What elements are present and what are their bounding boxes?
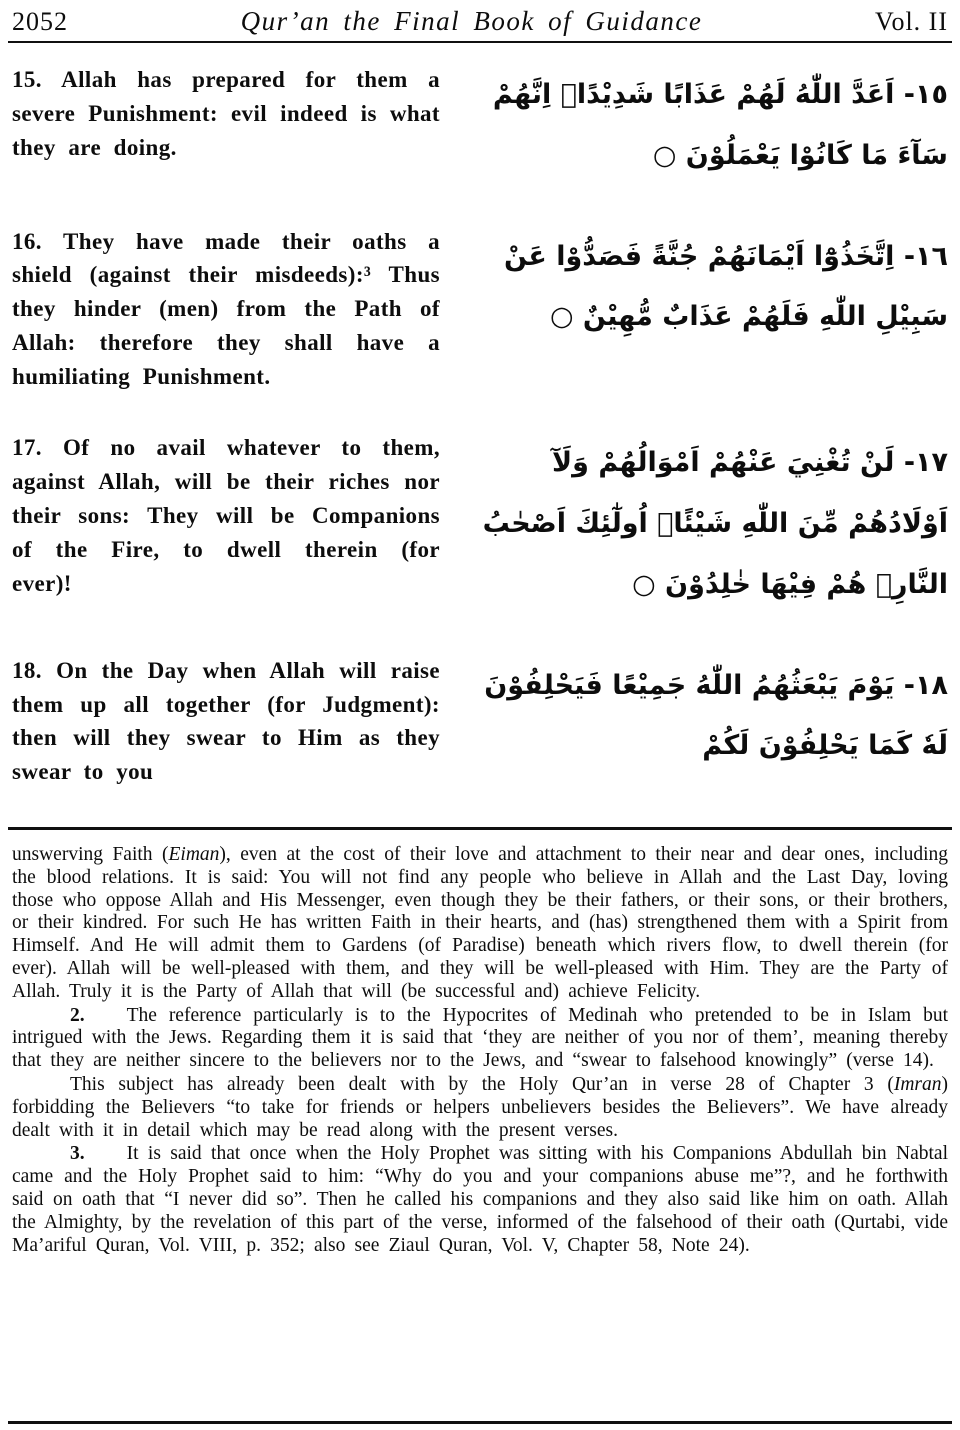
commentary-p1-post: ), even at the cost of their love and attachment to their near and dear ones, including the blood relations. It is said: You will not find any people who believe in Allah and the Last Day, loving those who oppose Allah and His Messenger, even though they be their fathers, or their sons, or their brothers, or their kindred. For such He has written Faith in their hearts, and (has) strengthened them with a Spirit from Himself. And He will admit them to Gardens (of Paradise) beneath which rivers flow, to dwell therein (for ever). Allah will be well-pleased with them, and they will be well-pleased with Him. They are the Party of Allah. Truly it is the Party of Allah that will (be successful and) achieve Felicity. bbox=[12, 843, 948, 1002]
verse-english-15: 15. Allah has prepared for them a severe Punishment: evil indeed is what they are doing. bbox=[12, 67, 440, 160]
verse-english-18: 18. On the Day when Allah will raise them up all together (for Judgment): then will they swear to Him as they swear to you bbox=[12, 657, 440, 785]
verse-arabic-18: ١٨- يَوْمَ يَبْعَثُهُمُ اللّٰهُ جَمِيْعًا فَيَحْلِفُوْنَ لَهٗ كَمَا يَحْلِفُوْنَ لَكُمْ bbox=[484, 669, 948, 762]
volume-label: Vol. II bbox=[875, 7, 948, 36]
verse-english-16: 16. They have made their oaths a shield (against their misdeeds):³ Thus they hinder (men) from the Path of Allah: therefore they shall have a humiliating Punishment. bbox=[12, 228, 440, 389]
section-divider bbox=[8, 827, 952, 830]
verse-arabic-17: ١٧- لَنْ تُغْنِيَ عَنْهُمْ اَمْوَالُهُمْ وَلَآ اَوْلَادُهُمْ مِّنَ اللّٰهِ شَيْئًاۚ اُولٰٓئِكَ اَصْحٰبُ النَّارِۚ هُمْ فِيْهَا خٰلِدُوْنَ ○ bbox=[482, 447, 948, 600]
commentary-paragraph-4 bbox=[12, 1143, 948, 1257]
verse-english-17: 17. Of no avail whatever to them, against Allah, will be their riches nor their sons: They will be Companions of the Fire, to dwell therein (for ever)! bbox=[12, 435, 440, 596]
commentary-p2-text: The reference particularly is to the Hypocrites of Medinah who pretended to be in Islam but intrigued with the Jews. Regarding them it is said that ‘they are neither of you nor of them’, meaning thereby that they are neither sincere to the believers nor to the Jews, and “swear to falsehood knowingly” (verse 14). bbox=[12, 1004, 948, 1072]
verse-arabic-15: ١٥- اَعَدَّ اللّٰهُ لَهُمْ عَذَابًا شَدِيْدًاۚ اِنَّهُمْ سَآءَ مَا كَانُوْا يَعْمَلُوْنَ ○ bbox=[492, 79, 948, 171]
footnote-number-2: 2. bbox=[70, 1004, 85, 1026]
book-title: Qur’an the Final Book of Guidance bbox=[240, 6, 703, 36]
page-number: 2052 bbox=[12, 7, 68, 36]
commentary-paragraph-3 bbox=[12, 1074, 948, 1142]
commentary-p3-post: ) forbidding the Believers “to take for friends or helpers unbelievers besides the Believers”. We have already dealt with it in detail which may be read along with the present verses. bbox=[12, 1074, 948, 1141]
footer-rule bbox=[8, 1421, 952, 1424]
verses-section bbox=[8, 57, 952, 789]
commentary-p1-pre: unswerving Faith ( bbox=[12, 843, 169, 865]
commentary-p1-italic: Eiman bbox=[168, 843, 220, 865]
commentary-p4-text: It is said that once when the Holy Prophet was sitting with his Companions Abdullah bin Nabtal came and the Holy Prophet said to him: “Why do you and your companions abuse me”?, and he forthwith said on oath that “I never did so”. Then he called his companions and they also said like him on oath. Allah the Almighty, by the revelation of this part of the verse, informed of the falsehood of their oath (Qurtabi, vide Ma’ariful Quran, Vol. VIII, p. 352; also see Ziaul Quran, Vol. V, Chapter 58, Note 24). bbox=[12, 1143, 948, 1256]
commentary-paragraph-1 bbox=[12, 844, 948, 1004]
verse-row-17 bbox=[12, 431, 948, 615]
commentary-section bbox=[8, 842, 952, 1258]
page-header bbox=[8, 4, 952, 41]
verse-row-18 bbox=[12, 654, 948, 789]
commentary-p3-italic: Imran bbox=[893, 1074, 942, 1096]
footnote-number-3: 3. bbox=[70, 1143, 85, 1165]
header-rule bbox=[8, 41, 952, 43]
verse-row-16 bbox=[12, 225, 948, 394]
verse-row-15 bbox=[12, 63, 948, 187]
commentary-paragraph-2 bbox=[12, 1005, 948, 1073]
verse-arabic-16: ١٦- اِتَّخَذُوْٓا اَيْمَانَهُمْ جُنَّةً فَصَدُّوْا عَنْ سَبِيْلِ اللّٰهِ فَلَهُمْ عَذَابٌ مُّهِيْنٌ ○ bbox=[504, 240, 948, 333]
commentary-p3-pre: This subject has already been dealt with by the Holy Qur’an in verse 28 of Chapter 3 ( bbox=[70, 1074, 894, 1096]
